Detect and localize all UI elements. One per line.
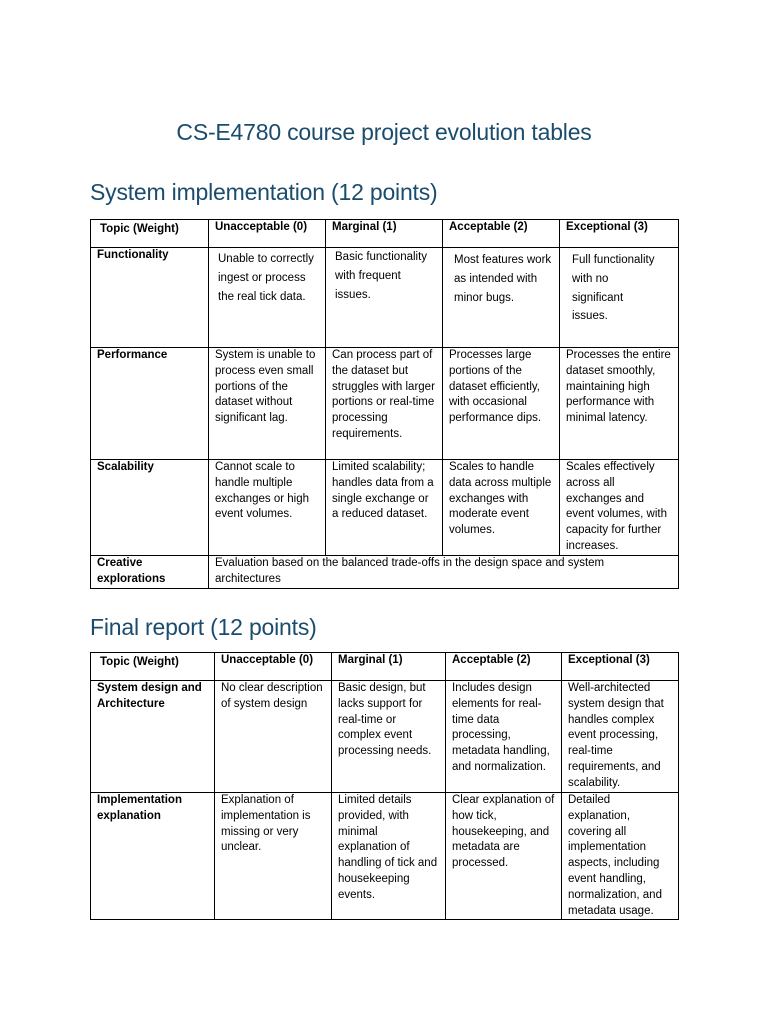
row-label-system-design: System design and Architecture [91,681,215,793]
table-row-functionality [91,248,679,348]
cell-performance-exceptional: Processes the entire dataset smoothly, maintaining high performance with minimal latency. [560,348,679,460]
system-implementation-table [90,219,679,589]
cell-implementation-acceptable: Clear explanation of how tick, housekeeping, and metadata are processed. [446,793,562,920]
header-topic-weight: Topic (Weight) [91,220,209,248]
cell-functionality-unacceptable: Unable to correctly ingest or process the real tick data. [209,248,326,348]
row-label-scalability: Scalability [91,460,209,556]
table-row-performance [91,348,679,460]
final-report-table [90,652,679,920]
row-label-implementation-explanation: Implementation explanation [91,793,215,920]
table-row-scalability [91,460,679,556]
cell-performance-unacceptable: System is unable to process even small portions of the dataset without significant lag. [209,348,326,460]
row-label-performance: Performance [91,348,209,460]
header-exceptional: Exceptional (3) [560,220,679,248]
cell-system-design-exceptional: Well-architected system design that handles complex event processing, real-time requirements, and scalability. [562,681,679,793]
row-label-creative-explorations: Creative explorations [91,556,209,589]
section-heading-system-implementation: System implementation (12 points) [90,179,438,205]
header-unacceptable: Unacceptable (0) [215,653,332,681]
cell-performance-acceptable: Processes large portions of the dataset efficiently, with occasional performance dips. [443,348,560,460]
cell-implementation-marginal: Limited details provided, with minimal explanation of handling of tick and housekeeping events. [332,793,446,920]
table-row-creative-explorations [91,556,679,589]
cell-scalability-marginal: Limited scalability; handles data from a single exchange or a reduced dataset. [326,460,443,556]
row-label-functionality: Functionality [91,248,209,348]
header-acceptable: Acceptable (2) [446,653,562,681]
header-exceptional: Exceptional (3) [562,653,679,681]
document-title: CS-E4780 course project evolution tables [176,119,592,145]
cell-system-design-acceptable: Includes design elements for real-time data processing, metadata handling, and normalization. [446,681,562,793]
cell-scalability-unacceptable: Cannot scale to handle multiple exchanges or high event volumes. [209,460,326,556]
header-acceptable: Acceptable (2) [443,220,560,248]
cell-system-design-unacceptable: No clear description of system design [215,681,332,793]
cell-scalability-exceptional: Scales effectively across all exchanges and event volumes, with capacity for further increases. [560,460,679,556]
cell-scalability-acceptable: Scales to handle data across multiple exchanges with moderate event volumes. [443,460,560,556]
header-marginal: Marginal (1) [326,220,443,248]
cell-performance-marginal: Can process part of the dataset but struggles with larger portions or real-time processing requirements. [326,348,443,460]
header-unacceptable: Unacceptable (0) [209,220,326,248]
cell-creative-explorations: Evaluation based on the balanced trade-offs in the design space and system architectures [209,556,679,589]
cell-functionality-marginal: Basic functionality with frequent issues. [326,248,443,348]
cell-functionality-acceptable: Most features work as intended with minor bugs. [443,248,560,348]
table-header-row [91,653,679,681]
section-heading-final-report: Final report (12 points) [90,614,317,640]
table-header-row [91,220,679,248]
table-row-implementation-explanation [91,793,679,920]
cell-functionality-exceptional: Full functionality with no significant issues. [560,248,679,348]
header-topic-weight: Topic (Weight) [91,653,215,681]
cell-implementation-unacceptable: Explanation of implementation is missing or very unclear. [215,793,332,920]
cell-implementation-exceptional: Detailed explanation, covering all implementation aspects, including event handling, normalization, and metadata usage. [562,793,679,920]
table-row-system-design [91,681,679,793]
cell-system-design-marginal: Basic design, but lacks support for real-time or complex event processing needs. [332,681,446,793]
header-marginal: Marginal (1) [332,653,446,681]
